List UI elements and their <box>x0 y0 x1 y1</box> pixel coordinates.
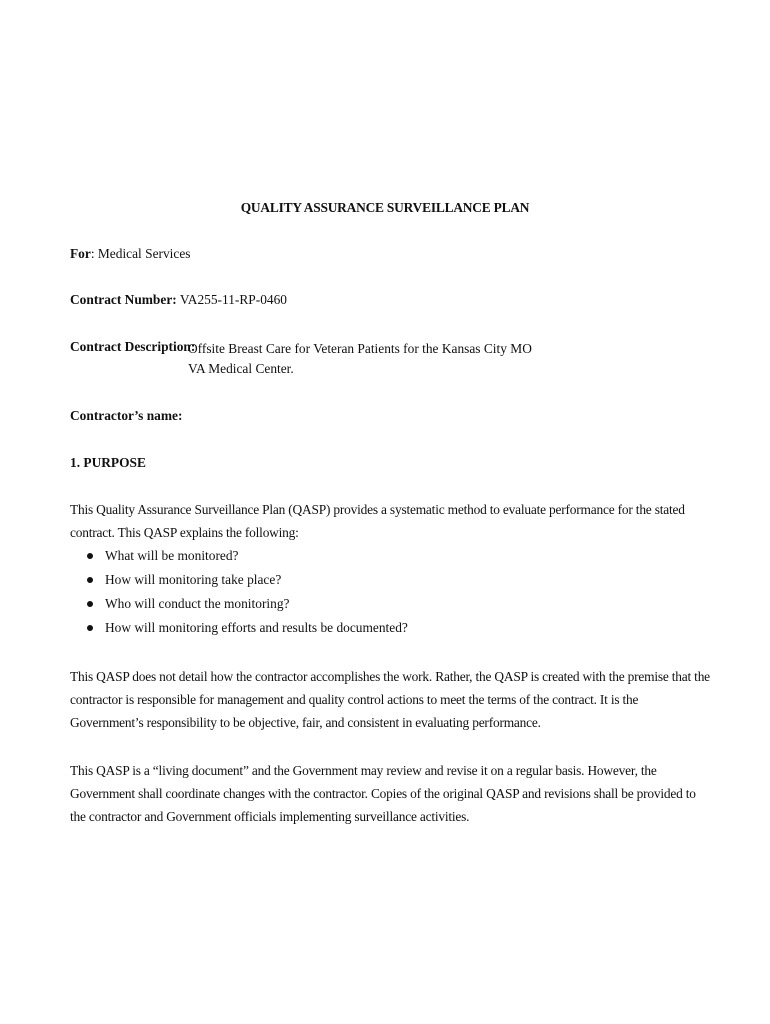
list-item-text: Who will conduct the monitoring? <box>105 596 290 611</box>
contractor-name-label: Contractor’s name: <box>70 408 183 423</box>
list-item <box>80 616 408 640</box>
for-value: : Medical Services <box>90 246 191 261</box>
list-item-text: What will be monitored? <box>105 548 239 563</box>
bullet-icon <box>87 601 93 607</box>
paragraph-living-document: This QASP is a “living document” and the Government may review and revise it on a regular basis. However, the Government shall coordinate changes with the contractor. Copies of the original QASP and revisions shall be provided to the contractor and Government officials implementing surveillance activities. <box>70 763 696 824</box>
bullet-icon <box>87 553 93 559</box>
document-title: QUALITY ASSURANCE SURVEILLANCE PLAN <box>240 200 530 215</box>
contract-number-label: Contract Number: <box>70 292 177 307</box>
list-item <box>80 544 408 568</box>
contract-number-field <box>70 292 287 308</box>
contract-description-value: Offsite Breast Care for Veteran Patients for the Kansas City MO VA Medical Center. <box>188 341 532 376</box>
bullet-icon <box>87 625 93 631</box>
paragraph-responsibility: This QASP does not detail how the contractor accomplishes the work. Rather, the QASP is created with the premise that the contractor is responsible for management and quality control actions to meet the terms of the contract. It is the Government’s responsibility to be objective, fair, and consistent in evaluating performance. <box>70 669 710 730</box>
for-label: For <box>70 246 91 261</box>
list-item-text: How will monitoring take place? <box>105 572 282 587</box>
contract-description-field <box>70 339 548 379</box>
question-list <box>80 544 408 640</box>
bullet-icon <box>87 577 93 583</box>
list-item <box>80 592 408 616</box>
contract-description-label: Contract Description: <box>70 339 196 354</box>
section-heading-purpose: 1. PURPOSE <box>70 455 146 470</box>
for-field <box>70 246 190 262</box>
list-item-text: How will monitoring efforts and results be documented? <box>105 620 408 635</box>
intro-paragraph: This Quality Assurance Surveillance Plan (QASP) provides a systematic method to evaluate performance for the stated contract. This QASP explains the following: <box>70 502 685 540</box>
list-item <box>80 568 408 592</box>
contract-number-value: VA255-11-RP-0460 <box>176 292 287 307</box>
